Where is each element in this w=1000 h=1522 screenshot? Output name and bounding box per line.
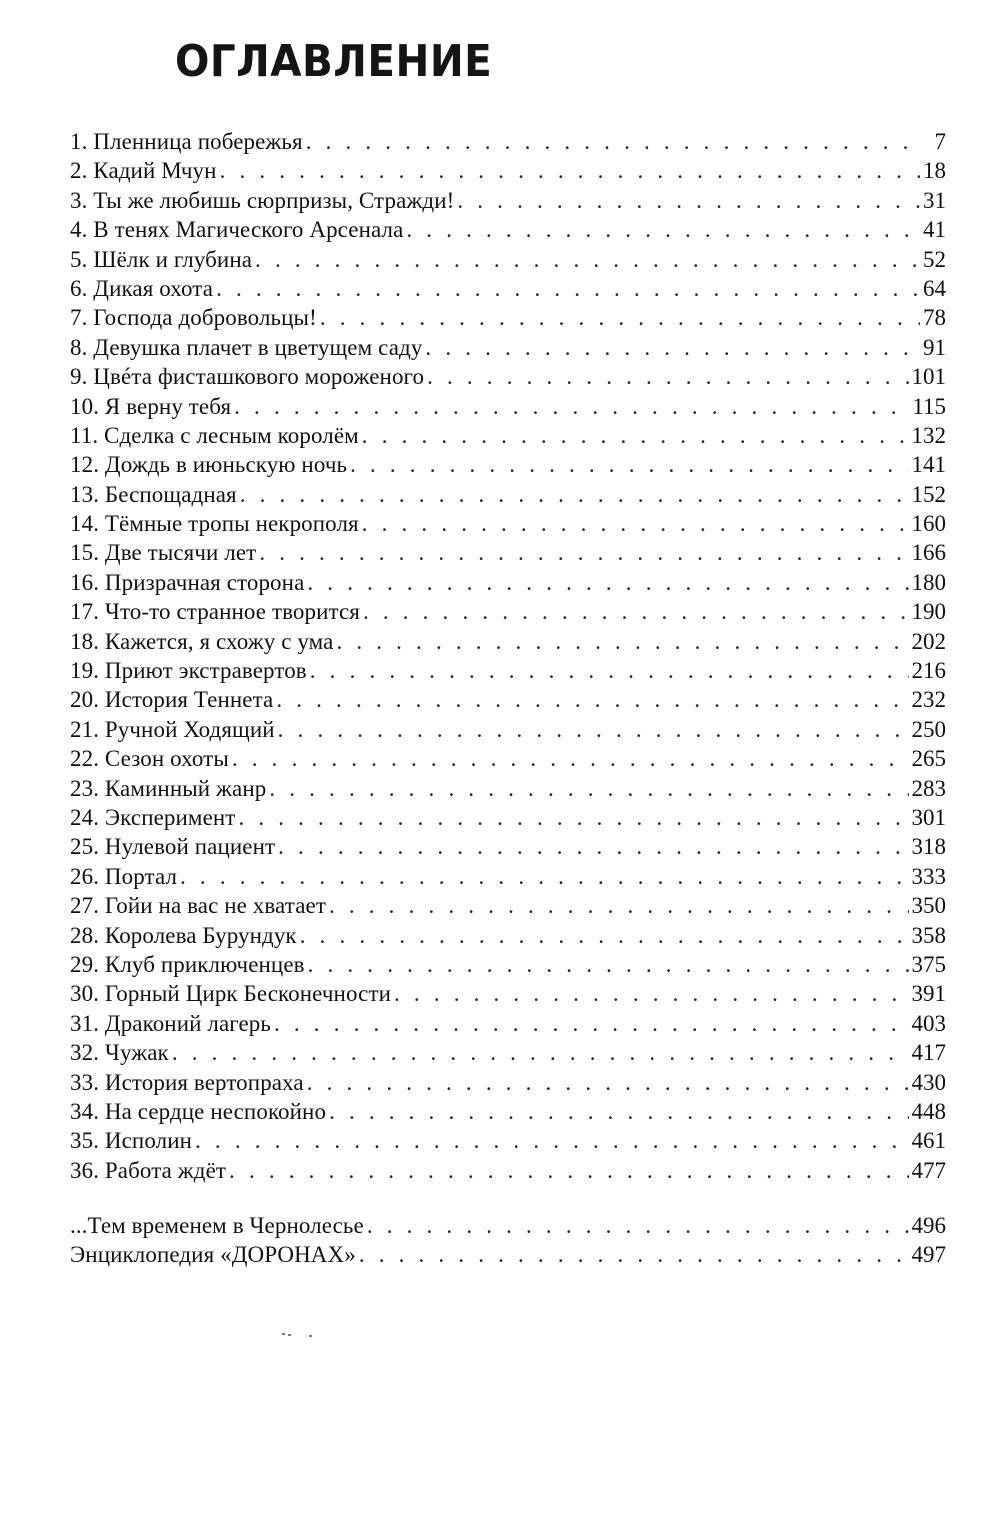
toc-entry	[70, 362, 946, 391]
toc-entry-page-number: 301	[911, 804, 946, 830]
toc-entry-title: 12. Дождь в июньскую ночь	[70, 452, 348, 478]
dot-leader	[232, 744, 909, 773]
toc-entry-page-number: 350	[911, 893, 946, 919]
dot-leader	[255, 245, 920, 274]
toc-entry-title: 17. Что-то странное творится	[70, 599, 360, 625]
toc-entry-page-number: 31	[923, 187, 946, 213]
appendix-list	[70, 1211, 946, 1270]
toc-entry	[70, 921, 946, 950]
toc-entry-page-number: 166	[911, 540, 946, 566]
toc-entry-page-number: 497	[911, 1242, 946, 1268]
toc-entry-page-number: 18	[923, 158, 946, 184]
dot-leader	[320, 303, 920, 332]
toc-entry-page-number: 132	[911, 422, 946, 448]
toc-entry-page-number: 417	[911, 1040, 946, 1066]
toc-entry	[70, 127, 946, 156]
toc-entry-title: 2. Кадий Мчун	[70, 158, 217, 184]
toc-entry-title: 19. Приют экстравертов	[70, 658, 307, 684]
dot-leader	[269, 774, 908, 803]
toc-entry-title: 23. Каминный жанр	[70, 775, 267, 801]
toc-entry	[70, 1156, 946, 1185]
toc-entry	[70, 803, 946, 832]
dot-leader	[425, 333, 920, 362]
toc-entry-title: 22. Сезон охоты	[70, 746, 229, 772]
dot-leader	[329, 1097, 908, 1126]
toc-entry	[70, 774, 946, 803]
dot-leader	[278, 715, 909, 744]
toc-entry-page-number: 448	[911, 1098, 946, 1124]
toc-entry	[70, 715, 946, 744]
toc-entry-page-number: 216	[911, 658, 946, 684]
toc-entry	[70, 656, 946, 685]
toc-entry-page-number: 250	[911, 716, 946, 742]
toc-entry	[70, 450, 946, 479]
toc-entry-title: 26. Портал	[70, 863, 178, 889]
toc-entry	[70, 862, 946, 891]
toc-entry-title: 5. Шёлк и глубина	[70, 246, 253, 272]
dot-leader	[310, 656, 909, 685]
dot-leader	[359, 1240, 909, 1269]
toc-entry-title: 13. Беспощадная	[70, 481, 237, 507]
toc-entry-title: 20. История Теннета	[70, 687, 274, 713]
dot-leader	[329, 891, 909, 920]
dot-leader	[216, 274, 920, 303]
toc-entry-title: 29. Клуб приключенцев	[70, 951, 305, 977]
toc-entry-page-number: 7	[934, 129, 946, 154]
dot-leader	[362, 421, 909, 450]
toc-entry-page-number: 115	[912, 393, 946, 419]
toc-entry	[70, 538, 946, 567]
toc-entry	[70, 274, 946, 303]
toc-entry-title: 34. На сердце неспокойно	[70, 1098, 327, 1124]
toc-entry	[70, 950, 946, 979]
toc-entry	[70, 333, 946, 362]
toc-entry	[70, 1097, 946, 1126]
chapter-list	[70, 127, 946, 1185]
toc-entry-page-number: 180	[911, 569, 946, 595]
toc-entry-title: 14. Тёмные тропы некрополя	[70, 511, 359, 537]
toc-entry-page-number: 190	[911, 599, 946, 625]
toc-entry-page-number: 202	[911, 628, 946, 654]
toc-entry	[70, 303, 946, 332]
toc-entry	[70, 1009, 946, 1038]
toc-entry-title: 25. Нулевой пациент	[70, 834, 276, 860]
toc-entry-title: 31. Драконий лагерь	[70, 1010, 271, 1036]
dot-leader	[278, 832, 908, 861]
toc-entry-page-number: 461	[911, 1128, 946, 1154]
toc-entry-page-number: 91	[923, 334, 946, 360]
dot-leader	[336, 627, 908, 656]
toc-entry-title: 28. Королева Бурундук	[70, 922, 297, 948]
toc-entry-title: 24. Эксперимент	[70, 804, 236, 830]
dot-leader	[306, 127, 921, 156]
dot-leader	[220, 156, 920, 185]
dot-leader	[367, 1211, 909, 1240]
toc-entry-page-number: 78	[923, 305, 946, 331]
toc-entry	[70, 421, 946, 450]
toc-entry	[70, 392, 946, 421]
toc-entry	[70, 1068, 946, 1097]
toc-entry-page-number: 265	[911, 746, 946, 772]
toc-entry	[70, 156, 946, 185]
dot-leader	[172, 1038, 909, 1067]
toc-entry	[70, 685, 946, 714]
toc-entry-title: 15. Две тысячи лет	[70, 540, 257, 566]
toc-entry-title: 21. Ручной Ходящий	[70, 716, 275, 742]
toc-entry	[70, 597, 946, 626]
toc-entry	[70, 568, 946, 597]
toc-entry-page-number: 64	[923, 275, 946, 301]
toc-entry	[70, 891, 946, 920]
print-specks	[282, 1330, 322, 1338]
dot-leader	[308, 950, 909, 979]
toc-entry-page-number: 283	[911, 775, 946, 801]
toc-entry	[70, 215, 946, 244]
toc-entry-title: Энциклопедия «ДОРОНАХ»	[70, 1242, 356, 1268]
dot-leader	[229, 1156, 908, 1185]
toc-entry-page-number: 101	[911, 364, 946, 390]
dot-leader	[300, 921, 909, 950]
dot-leader	[457, 186, 920, 215]
toc-entry-page-number: 430	[911, 1069, 946, 1095]
toc-entry-title: 3. Ты же любишь сюрпризы, Стражди!	[70, 187, 455, 213]
toc-entry-title: 8. Девушка плачет в цветущем саду	[70, 334, 423, 360]
toc-entry-page-number: 403	[911, 1010, 946, 1036]
toc-entry-title: 10. Я верну тебя	[70, 393, 232, 419]
toc-entry-title: 7. Господа добровольцы!	[70, 305, 317, 331]
page-title: ОГЛАВЛЕНИЕ	[175, 36, 493, 87]
dot-leader	[259, 538, 908, 567]
toc-entry-page-number: 477	[911, 1157, 946, 1183]
toc-entry-page-number: 496	[911, 1213, 946, 1238]
toc-entry-title: 33. История вертопраха	[70, 1069, 304, 1095]
toc-entry	[70, 1240, 946, 1269]
toc-entry	[70, 979, 946, 1008]
toc-entry	[70, 509, 946, 538]
toc-entry-title: 30. Горный Цирк Бесконечности	[70, 981, 392, 1007]
toc-entry-title: 36. Работа ждёт	[70, 1157, 227, 1183]
dot-leader	[238, 803, 908, 832]
toc-entry-title: 9. Цвéта фисташкового мороженого	[70, 364, 425, 390]
toc-entry-page-number: 375	[911, 951, 946, 977]
dot-leader	[274, 1009, 909, 1038]
toc-entry	[70, 1038, 946, 1067]
toc-entry-title: 35. Исполин	[70, 1128, 193, 1154]
toc-entry-page-number: 152	[911, 481, 946, 507]
toc-entry-title: ...Тем временем в Чернолесье	[70, 1213, 364, 1238]
toc-entry-title: 27. Гойи на вас не хватает	[70, 893, 326, 919]
toc-entry-page-number: 358	[911, 922, 946, 948]
toc-entry	[70, 186, 946, 215]
dot-leader	[350, 450, 908, 479]
dot-leader	[195, 1126, 908, 1155]
toc-entry-page-number: 318	[911, 834, 946, 860]
toc-entry-title: 16. Призрачная сторона	[70, 569, 305, 595]
dot-leader	[307, 568, 908, 597]
toc-entry	[70, 627, 946, 656]
toc-entry-title: 11. Сделка с лесным королём	[70, 422, 359, 448]
toc-entry	[70, 480, 946, 509]
dot-leader	[307, 1068, 909, 1097]
dot-leader	[180, 862, 908, 891]
toc-entry-page-number: 41	[923, 217, 946, 243]
toc-entry	[70, 1126, 946, 1155]
toc-entry-page-number: 160	[911, 511, 946, 537]
dot-leader	[276, 685, 908, 714]
toc-entry-page-number: 232	[911, 687, 946, 713]
toc-entry-title: 32. Чужак	[70, 1040, 169, 1066]
toc-entry-page-number: 52	[923, 246, 946, 272]
dot-leader	[362, 509, 909, 538]
dot-leader	[240, 480, 909, 509]
dot-leader	[234, 392, 909, 421]
toc-entry-page-number: 391	[911, 981, 946, 1007]
toc-entry-title: 4. В тенях Магического Арсенала	[70, 217, 404, 243]
toc-entry	[70, 245, 946, 274]
toc-entry-page-number: 141	[911, 452, 946, 478]
dot-leader	[394, 979, 908, 1008]
dot-leader	[363, 597, 909, 626]
toc-entry	[70, 1211, 946, 1240]
dot-leader	[406, 215, 920, 244]
toc-entry-title: 6. Дикая охота	[70, 275, 214, 301]
toc-entry-page-number: 333	[911, 863, 946, 889]
toc-entry-title: 1. Пленница побережья	[70, 129, 303, 154]
toc-entry	[70, 744, 946, 773]
toc-entry	[70, 832, 946, 861]
toc-entry-title: 18. Кажется, я схожу с ума	[70, 628, 334, 654]
dot-leader	[427, 362, 908, 391]
